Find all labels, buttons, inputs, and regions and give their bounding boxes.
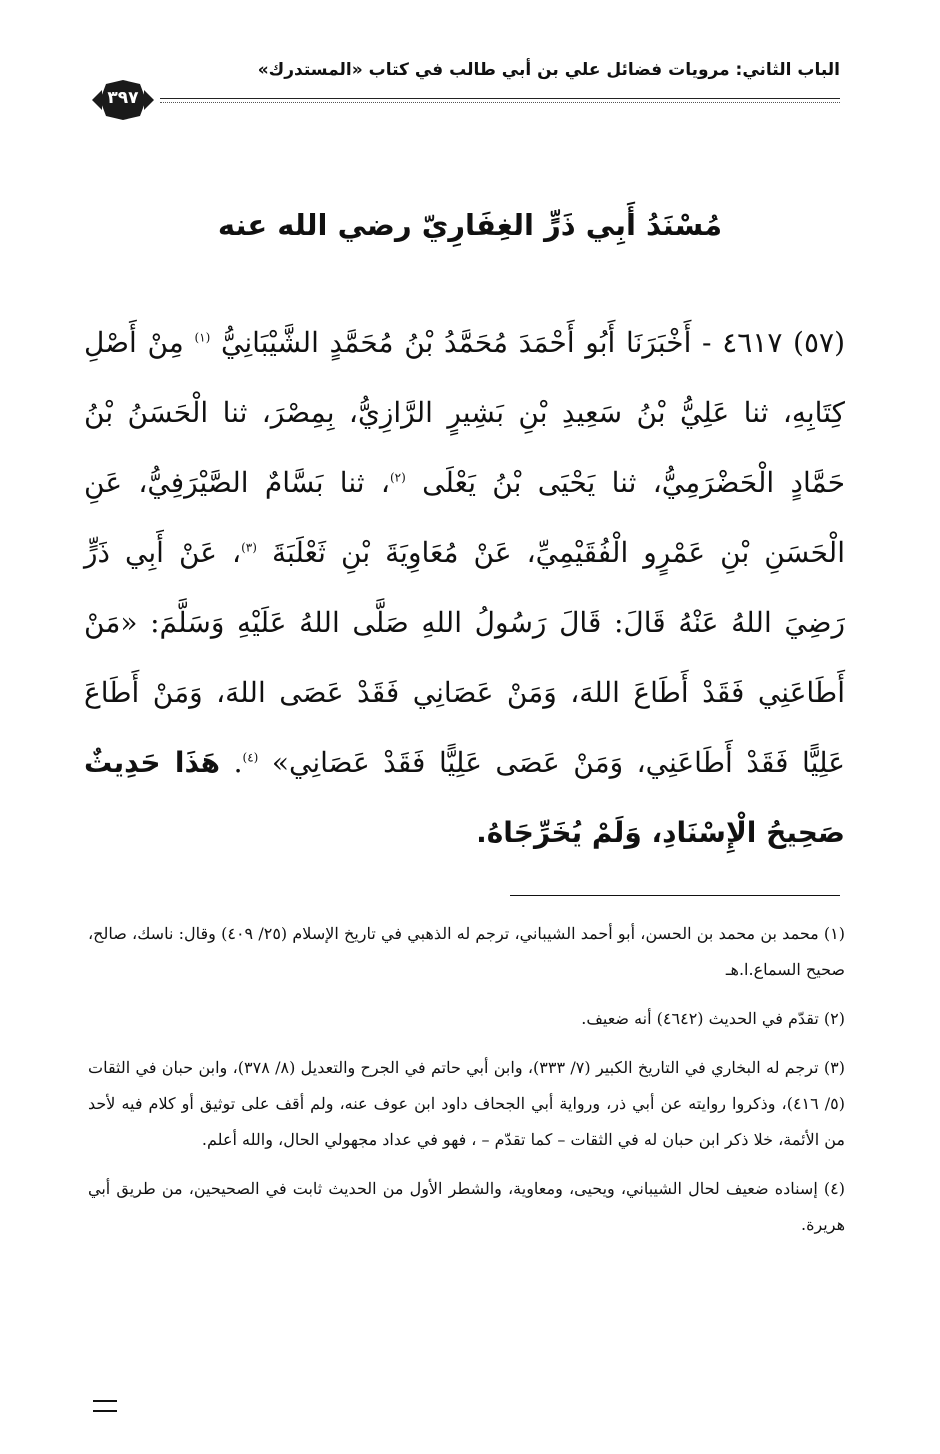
running-header: الباب الثاني: مرويات فضائل علي بن أبي طالب في كتاب «المستدرك»	[257, 60, 840, 80]
continuation-mark	[93, 1400, 117, 1412]
hadith-isnad-part: ، ثنا بَسَّامٌ الصَّيْرَفِيُّ، عَنِ الْحَسَنِ بْنِ عَمْرٍو الْفُقَيْمِيِّ، عَنْ مُعَاوِيَةَ بْنِ ثَعْلَبَةَ	[84, 466, 845, 569]
hadith-isnad-part: - أَخْبَرَنَا أَبُو أَحْمَدَ مُحَمَّدُ بْنُ مُحَمَّدٍ الشَّيْبَانِيُّ	[221, 326, 712, 359]
footnote: (٢) تقدّم في الحديث (٤٦٤٢) أنه ضعيف.	[581, 1009, 845, 1028]
hadith-isnad-part: مِنْ أَصْلِ كِتَابِهِ، ثنا عَلِيُّ بْنُ سَعِيدِ بْنِ بَشِيرٍ الرَّازِيُّ، بِمِصْرَ، ثنا الْحَسَنُ بْنُ حَمَّادٍ الْحَضْرَمِيُّ، ثنا يَحْيَى بْنُ يَعْلَى	[84, 326, 846, 499]
page-number: ٣٩٧	[107, 88, 139, 108]
footnote-marker: (١)	[194, 330, 211, 345]
section-title: مُسْنَدُ أَبِي ذَرٍّ الغِفَارِيّ رضي الله عنه	[217, 208, 723, 242]
footnote: (٤) إسناده ضعيف لحال الشيباني، ويحيى، ومعاوية، والشطر الأول من الحديث ثابت في الصحيحين، من طريق أبي هريرة.	[88, 1179, 845, 1234]
hadith-punct: .	[233, 746, 243, 779]
footnote-marker: (٢)	[389, 470, 406, 485]
footnote: (١) محمد بن محمد بن الحسن، أبو أحمد الشيباني، ترجم له الذهبي في تاريخ الإسلام (٢٥/ ٤٠٩) وقال: ناسك، صالح، صحيح السماع.ا.هـ	[88, 924, 846, 979]
footnote-separator	[510, 895, 840, 896]
footnote: (٣) ترجم له البخاري في التاريخ الكبير (٧/ ٣٣٣)، وابن أبي حاتم في الجرح والتعديل (٨/ ٣٧٨)، وابن حبان في الثقات (٥/ ٤١٦)، وذكروا روايته عن أبي ذر، ورواية أبي الجحاف داود ابن عوف عنه، ولم أقف على توثيق أو كلام فيه لأحد من الأئمة، خلا ذكر ابن حبان له في الثقات – كما تقدّم – ، فهو في عداد مجهولي الحال، والله أعلم.	[88, 1058, 845, 1149]
hadith-text	[84, 308, 845, 868]
header-rule-dotted	[160, 102, 840, 103]
hadith-number: (٥٧) ٤٦١٧	[722, 326, 845, 359]
footnotes	[88, 916, 845, 1256]
hadith-verdict: هَذَا حَدِيثٌ صَحِيحُ الْإِسْنَادِ، وَلَمْ يُخَرِّجَاهُ.	[84, 746, 845, 849]
header-rule	[160, 98, 840, 99]
footnote-marker: (٣)	[241, 540, 257, 555]
page-number-badge	[92, 80, 154, 120]
hadith-matn: ، عَنْ أَبِي ذَرٍّ رَضِيَ اللهُ عَنْهُ قَالَ: قَالَ رَسُولُ اللهِ صَلَّى اللهُ عَلَيْهِ وَسَلَّمَ: «مَنْ أَطَاعَنِي فَقَدْ أَطَاعَ اللهَ، وَمَنْ عَصَانِي فَقَدْ عَصَى اللهَ، وَمَنْ أَطَاعَ عَلِيًّا فَقَدْ أَطَاعَنِي، وَمَنْ عَصَى عَلِيًّا فَقَدْ عَصَانِي»	[84, 536, 846, 779]
footnote-marker: (٤)	[242, 750, 259, 765]
